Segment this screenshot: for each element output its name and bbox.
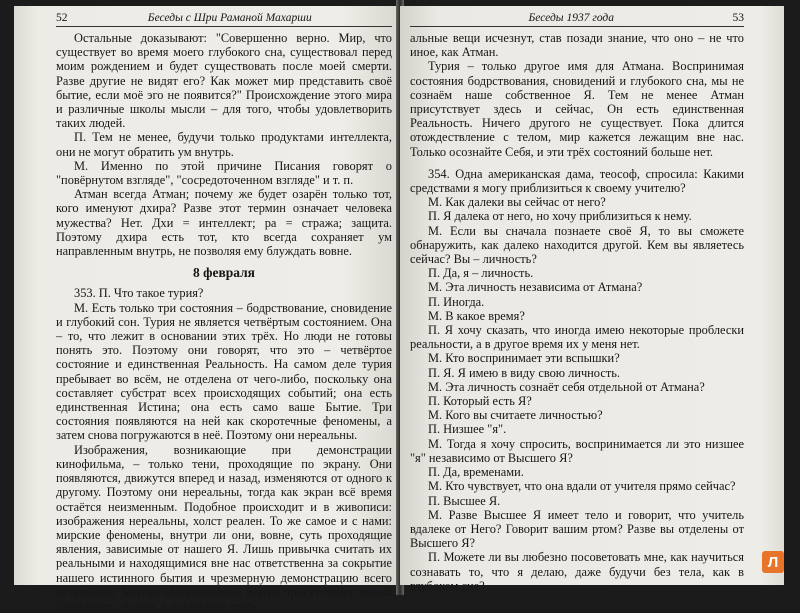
date-heading: 8 февраля bbox=[192, 265, 255, 281]
right-page bbox=[400, 6, 784, 593]
dialogue-line: П. Можете ли вы любезно посоветовать мне, как научиться сознавать то, что я делаю, даже будучи без тела, как в глубоком сне? bbox=[410, 550, 744, 593]
question-354: 354. Одна американская дама, теософ, спросила: Какими средствами я могу приблизиться к своему учителю? bbox=[410, 166, 744, 196]
paragraph: Атман всегда Атман; почему же будет озарён только тот, кого именуют дхира? Разве этот термин означает человека мужества? Нет. Дхи = интеллект; ра = стража; защита. Поэтому дхира есть тот, кто всегда сохраняет ум направленным внутрь, не позволяя ему блуждать вовне. bbox=[56, 187, 392, 259]
right-running-title: Беседы 1937 года bbox=[528, 12, 614, 24]
dialogue-line: П. Высшее Я. bbox=[428, 493, 501, 508]
dialogue-line: М. Кого вы считаете личностью? bbox=[428, 408, 603, 423]
dialogue-line: М. Эта личность независима от Атмана? bbox=[428, 280, 643, 295]
left-running-head bbox=[56, 12, 392, 27]
paragraph: Остальные доказывают: "Совершенно верно. Мир, что существует во время моего глубокого сна, существовал перед моим рождением и будет существовать после моей смерти. Разве другие не видят его? Как может мир представить своё бытие, если моё эго не появится?" Происхождение этого мира и различные школы мысли – для того, чтобы удовлетворить таких людей. bbox=[56, 31, 392, 131]
dialogue-line: М. Эта личность сознаёт себя отдельной от Атмана? bbox=[428, 379, 705, 394]
dialogue-line: М. Если вы сначала познаете своё Я, то вы сможете обнаружить, как далеко находится другой. Кем вы являетесь сейчас? Вы – личность? bbox=[410, 223, 744, 267]
dialogue-line: М. Тогда я хочу спросить, воспринимается ли это низшее "я" независимо от Высшего Я? bbox=[410, 436, 744, 465]
dialogue-line: М. Разве Высшее Я имеет тело и говорит, что учитель вдалеке от Него? Говорит вашим ртом? Разве вы отделены от Высшего Я? bbox=[410, 507, 744, 551]
dialogue-line: П. Да, временами. bbox=[428, 465, 524, 480]
paragraph: Изображения, возникающие при демонстрации кинофильма, – только тени, проходящие по экрану. Они появляются, движутся вперед и назад, изменяются от одного к другому. Поэтому они нереальны, тогда как экран всё время остаётся неизменным. Подобное происходит и в живописи: изображения нереальны, холст реален. То же самое и с нами: мирские феномены, внутри ли они, вовне, суть проходящие явления, зависимые от нашего Я. Лишь привычка считать их реальными и находящимися вне нас ответственна за сокрытие нашего истинного бытия и чрезмерную демонстрацию всего остального. Будучи обнаруженной, всегда присутствует только Реальность, Атман, а остальные нере- bbox=[56, 442, 392, 613]
dialogue-line: М. Кто воспринимает эти вспышки? bbox=[428, 351, 620, 366]
paragraph: альные вещи исчезнут, став позади знание, что оно – не что иное, как Атман. bbox=[410, 31, 744, 60]
dialogue-line: П. Да, я – личность. bbox=[428, 266, 534, 281]
question-353: 353. П. Что такое турия? bbox=[74, 286, 204, 301]
dialogue-line: П. Я далека от него, но хочу приблизиться к нему. bbox=[428, 209, 692, 224]
dialogue-line: М. Как далеки вы сейчас от него? bbox=[428, 195, 606, 210]
publisher-logo-icon: Л bbox=[762, 551, 784, 573]
paragraph: Турия – только другое имя для Атмана. Воспринимая состояния бодрствования, сновидений и глубокого сна, мы не сознаём наше собственное Я. Тем не менее Атман присутствует здесь и сейчас, Он есть единственная Реальность. Ничего другого не существует. Пока длится отождествление с телом, мир кажется лежащим вне нас. Только осознайте Себя, и эти трёх состояний больше нет. bbox=[410, 59, 744, 159]
dialogue-line: П. Иногда. bbox=[428, 294, 485, 309]
dialogue-line: П. Я. Я имею в виду свою личность. bbox=[428, 365, 620, 380]
left-running-title: Беседы с Шри Раманой Махарши bbox=[147, 12, 312, 24]
right-page-text bbox=[410, 31, 744, 593]
right-running-head bbox=[410, 12, 744, 27]
left-page bbox=[14, 6, 400, 613]
dialogue-line: П. Низшее "я". bbox=[428, 422, 507, 437]
dialogue-line: П. Который есть Я? bbox=[428, 394, 532, 409]
dialogue-line: М. В какое время? bbox=[428, 308, 525, 323]
left-page-text bbox=[56, 31, 392, 613]
left-page-number: 52 bbox=[56, 12, 68, 24]
answer-353: М. Есть только три состояния – бодрствование, сновидение и глубокий сон. Турия не является четвёртым состоянием. Она – то, что лежит в основании этих трёх. Но люди не готовы понять это. Поэтому они говорят, что это – четвёртое состояние и единственная Реальность. На самом деле турия пребывает во всём, не отделена от чего-либо, поскольку она составляет субстрат всех происходящих событий; она есть единственная Истина; она есть само ваше Бытие. Три состояния появляются на ней как скоротечные феномены, а затем снова погружаются в неё. Поэтому они нереальны. bbox=[56, 300, 392, 443]
dialogue-line: М. Кто чувствует, что она вдали от учителя прямо сейчас? bbox=[428, 479, 736, 494]
paragraph: П. Тем не менее, будучи только продуктами интеллекта, они не могут обратить ум внутрь. bbox=[56, 130, 392, 159]
paragraph: М. Именно по этой причине Писания говорят о "повёрнутом взгляде", "сосредоточенном взгляде" и т. п. bbox=[56, 158, 392, 188]
right-page-number: 53 bbox=[732, 12, 744, 24]
dialogue-line: П. Я хочу сказать, что иногда имею некоторые проблески реальности, а в другое время их у меня нет. bbox=[410, 323, 744, 352]
